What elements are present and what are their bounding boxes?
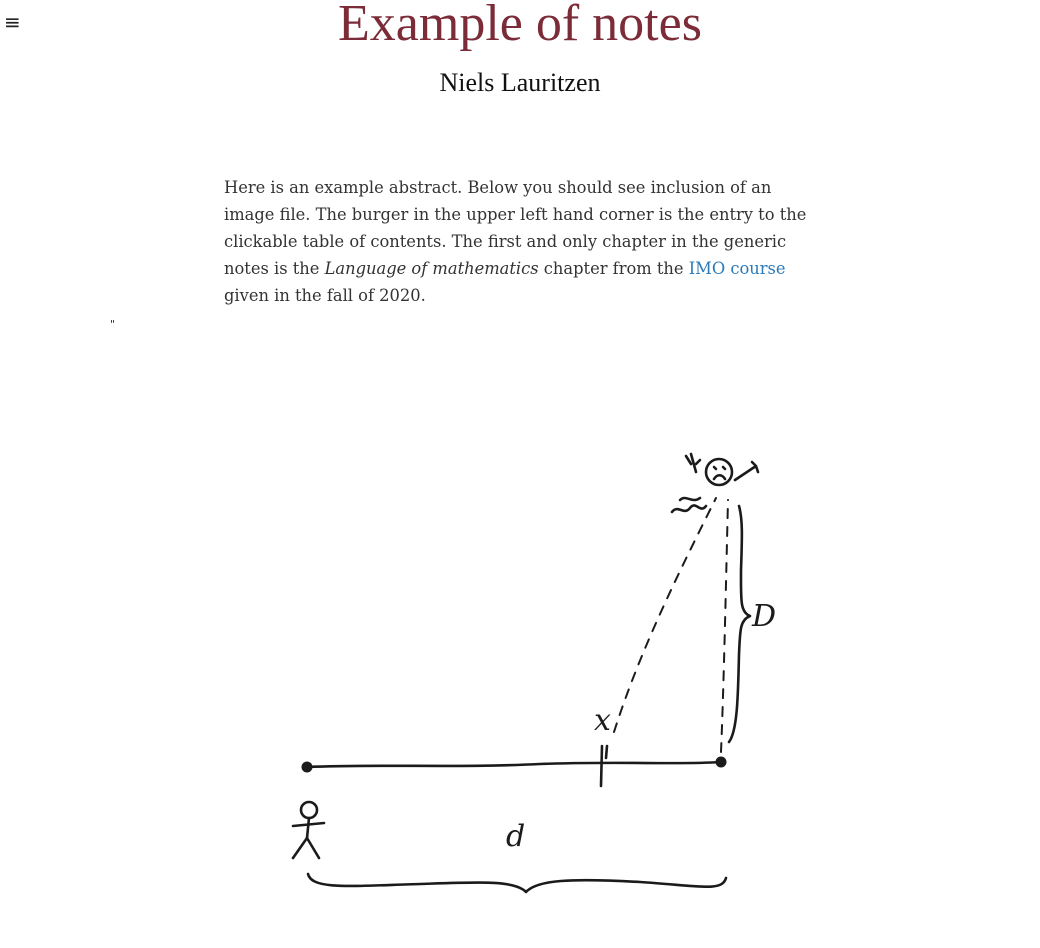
abstract-text-2: chapter from the bbox=[538, 259, 689, 278]
right-endpoint-dot bbox=[716, 757, 727, 768]
abstract-paragraph bbox=[224, 174, 824, 309]
imo-course-link[interactable]: IMO course bbox=[688, 259, 786, 278]
person-stick-figure bbox=[293, 802, 324, 858]
observer-face-figure bbox=[672, 454, 758, 512]
abstract-text-3: given in the fall of 2020. bbox=[224, 286, 426, 305]
distance-sketch-figure bbox=[260, 440, 780, 910]
ground-line bbox=[307, 762, 721, 767]
diagonal-dashed-line bbox=[614, 498, 716, 732]
height-brace bbox=[729, 506, 750, 742]
table-of-contents-burger-icon[interactable]: ≡ bbox=[4, 10, 21, 34]
vertical-dashed-line bbox=[721, 500, 728, 752]
x-tick-mark bbox=[601, 746, 602, 786]
stray-quote-mark: " bbox=[110, 318, 116, 331]
author-name: Niels Lauritzen bbox=[439, 68, 601, 97]
distance-brace bbox=[308, 874, 726, 892]
distance-label-d: d bbox=[506, 819, 526, 854]
intersection-label-x: x bbox=[594, 703, 611, 738]
left-endpoint-dot bbox=[302, 762, 313, 773]
height-label-D: D bbox=[752, 599, 777, 634]
x-tick-mark-small bbox=[606, 746, 607, 758]
abstract-text-1: Here is an example abstract. Below you should see inclusion of an image file. The burger in the upper left hand corner is the entry to the clickable table of contents. The first and only chapter in the generic notes is the bbox=[224, 178, 807, 278]
page-title: Example of notes bbox=[338, 0, 702, 52]
abstract-italic-chapter: Language of mathematics bbox=[324, 259, 539, 278]
distance-sketch-svg bbox=[260, 440, 780, 910]
